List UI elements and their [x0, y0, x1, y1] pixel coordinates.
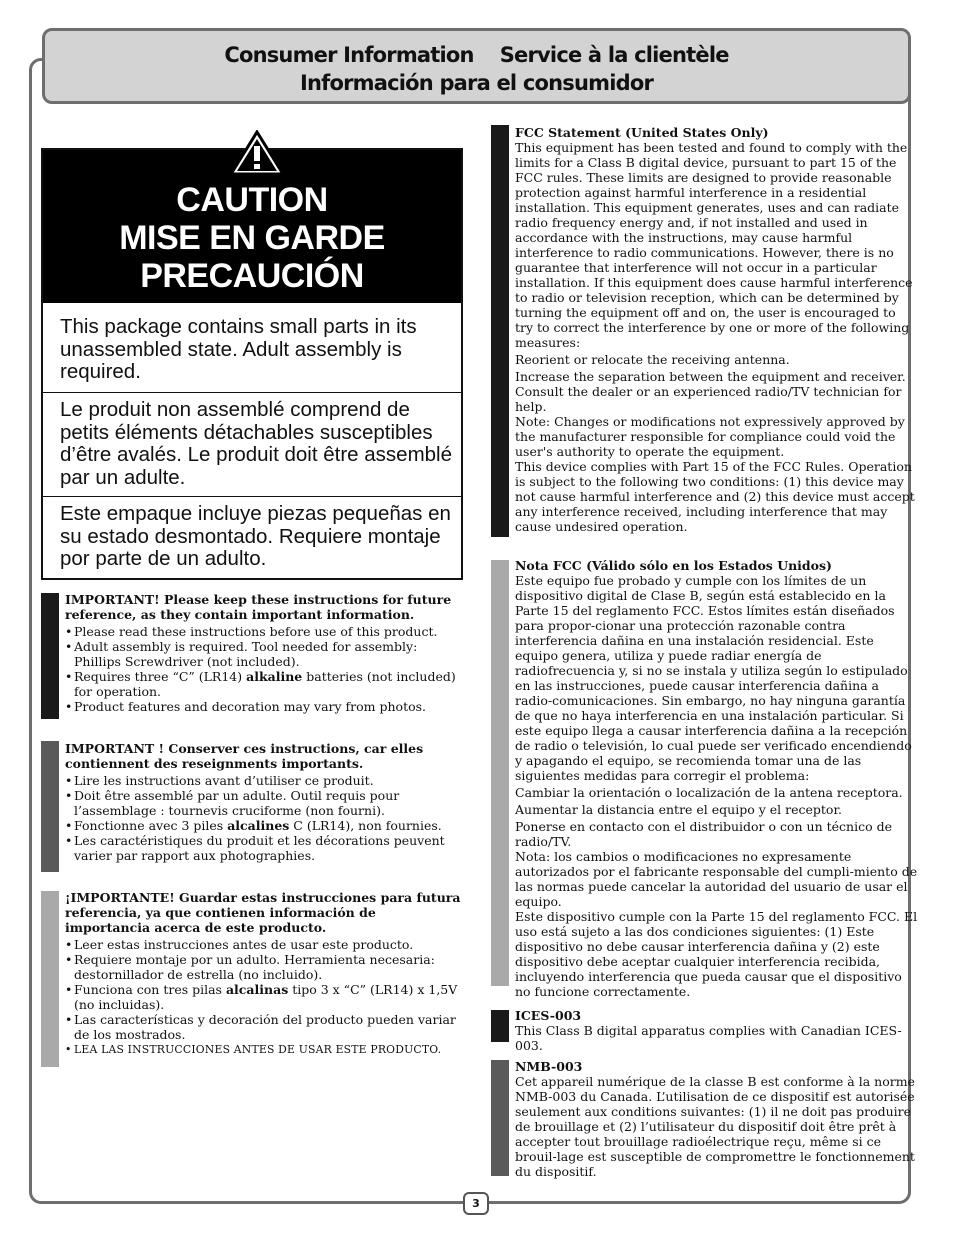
- header-service-clientele: Service à la clientèle: [499, 43, 729, 67]
- list-item: • Las características y decoración del producto pueden variar de los mostrados.: [65, 1012, 463, 1042]
- important-list-es: [65, 937, 463, 1057]
- header-line-2: Información para el consumidor: [299, 71, 654, 95]
- caution-header: [43, 150, 461, 303]
- list-item: • Lire les instructions avant d’utiliser ce produit.: [65, 773, 460, 788]
- important-section-en: [65, 592, 460, 714]
- section-bar-en: [41, 593, 59, 719]
- nmb-heading: NMB-003: [515, 1059, 583, 1074]
- page-number: 3: [463, 1192, 489, 1215]
- important-heading-fr: IMPORTANT ! Conserver ces instructions, car elles contiennent des reseignments importants.: [65, 741, 424, 771]
- fcc-heading-es: Nota FCC (Válido sólo en los Estados Unidos): [515, 558, 832, 573]
- caution-title-es: PRECAUCIÓN: [140, 257, 364, 295]
- caution-title: [43, 181, 461, 295]
- page-header: [42, 28, 911, 104]
- list-item: • Les caractéristiques du produit et les décorations peuvent varier par rapport aux photographies.: [65, 833, 460, 863]
- fcc-paragraph: Ponerse en contacto con el distribuidor o con un técnico de radio/TV.: [515, 819, 892, 849]
- list-item: • Product features and decoration may vary from photos.: [65, 699, 460, 714]
- fcc-paragraph: Este dispositivo cumple con la Parte 15 del reglamento FCC. El uso está sujeto a las dos condiciones siguientes: (1) Este dispositivo no debe causar interferencia dañina y (2) este dispositivo debe aceptar cualquier interferencia recibida, incluyendo interferencia que pueda causar que el dispositivo no funcione correctamente.: [515, 909, 918, 999]
- ices-section: [515, 1008, 919, 1053]
- fcc-paragraph: Increase the separation between the equipment and receiver.: [515, 369, 906, 384]
- list-item: • Fonctionne avec 3 piles alcalines C (LR14), non fournies.: [65, 818, 460, 833]
- header-consumer-info: Consumer Information: [224, 43, 474, 67]
- fcc-heading-en: FCC Statement (United States Only): [515, 125, 769, 140]
- fcc-paragraph: This device complies with Part 15 of the FCC Rules. Operation is subject to the following two conditions: (1) this device may not cause harmful interference and (2) this device must accept any interference received, including interference that may cause undesired operation.: [515, 459, 915, 534]
- ices-heading: ICES-003: [515, 1008, 582, 1023]
- header-line-1: [45, 43, 908, 67]
- fcc-paragraph: Consult the dealer or an experienced radio/TV technician for help.: [515, 384, 902, 414]
- important-section-es: [65, 890, 463, 1057]
- caution-title-en: CAUTION: [176, 181, 328, 219]
- nmb-section: [515, 1059, 921, 1179]
- caution-box: [41, 148, 463, 580]
- fcc-section-en: [515, 125, 917, 534]
- important-heading-es: ¡IMPORTANTE! Guardar estas instrucciones para futura referencia, ya que contienen información de importancia acerca de este producto.: [65, 890, 461, 935]
- list-item: • Doit être assemblé par un adulte. Outil requis pour l’assemblage : tournevis cruciforme (non fourni).: [65, 788, 460, 818]
- section-bar-fr: [41, 741, 59, 872]
- warning-triangle-icon: [229, 130, 285, 176]
- nmb-text: Cet appareil numérique de la classe B est conforme à la norme NMB-003 du Canada. L’utilisation de ce dispositif est autorisée seulement aux conditions suivantes: (1) il ne doit pas produire de brouillage et (2) l’utilisateur du dispositif doit être prêt à accepter tout brouillage radioélectrique reçu, même si ce brouil-lage est susceptible de compromettre le fonctionnement du dispositif.: [515, 1074, 915, 1179]
- fcc-paragraph: Reorient or relocate the receiving antenna.: [515, 352, 790, 367]
- list-item: • Funciona con tres pilas alcalinas tipo 3 x “C” (LR14) x 1,5V (no incluidas).: [65, 982, 463, 1012]
- list-item: • Adult assembly is required. Tool needed for assembly: Phillips Screwdriver (not included).: [65, 639, 460, 669]
- important-section-fr: [65, 741, 460, 863]
- list-item: • LEA LAS INSTRUCCIONES ANTES DE USAR ESTE PRODUCTO.: [65, 1042, 463, 1057]
- fcc-paragraph: Cambiar la orientación o localización de la antena receptora.: [515, 785, 903, 800]
- important-heading-en: IMPORTANT! Please keep these instructions for future reference, as they contain important information.: [65, 592, 452, 622]
- fcc-section-es: [515, 558, 919, 999]
- list-item: • Requires three “C” (LR14) alkaline batteries (not included) for operation.: [65, 669, 460, 699]
- fcc-paragraph: Note: Changes or modifications not expressively approved by the manufacturer responsible for compliance could void the user's authority to operate the equipment.: [515, 414, 905, 459]
- list-item: • Leer estas instrucciones antes de usar este producto.: [65, 937, 463, 952]
- section-bar-fcc-es: [491, 560, 509, 986]
- list-item: • Please read these instructions before use of this product.: [65, 624, 460, 639]
- section-bar-es: [41, 891, 59, 1067]
- ices-text: This Class B digital apparatus complies with Canadian ICES-003.: [515, 1023, 902, 1053]
- section-bar-nmb: [491, 1060, 509, 1176]
- section-bar-ices: [491, 1010, 509, 1042]
- caution-text-en: This package contains small parts in its unassembled state. Adult assembly is required.: [60, 315, 417, 383]
- section-bar-fcc-en: [491, 125, 509, 537]
- caution-text-es: Este empaque incluye piezas pequeñas en su estado desmontado. Requiere montaje por parte de un adulto.: [43, 496, 461, 580]
- important-list-fr: [65, 773, 460, 863]
- fcc-paragraph: Nota: los cambios o modificaciones no expresamente autorizados por el fabricante responsable del cumpli-miento de las normas puede cancelar la autoridad del usuario de usar el equipo.: [515, 849, 918, 909]
- fcc-paragraph: Este equipo fue probado y cumple con los límites de un dispositivo digital de Clase B, según está establecido en la Parte 15 del reglamento FCC. Estos límites están diseñados para propor-cionar una protección razonable contra interferencia dañina en una instalación residencial. Este equipo genera, utiliza y puede radiar energía de radiofrecuencia y, si no se instala y utiliza según lo estipulado en las instrucciones, puede causar interferencia dañina a radio-comunicaciones. Sin embargo, no hay ninguna garantía de que no haya interferencia en una instalación particular. Si este equipo llega a causar interferencia dañina a la recepción de radio o televisión, lo cual puede ser verificado encendiendo y apagando el equipo, se recomienda tomar una de las siguientes medidas para corregir el problema:: [515, 573, 912, 783]
- list-item: • Requiere montaje por un adulto. Herramienta necesaria: destornillador de estrella (no incluido).: [65, 952, 463, 982]
- important-list-en: [65, 624, 460, 714]
- fcc-paragraph: This equipment has been tested and found to comply with the limits for a Class B digital device, pursuant to part 15 of the FCC rules. These limits are designed to provide reasonable protection against harmful interference in a residential installation. This equipment generates, uses and can radiate radio frequency energy and, if not installed and used in accordance with the instructions, may cause harmful interference to radio communications. However, there is no guarantee that interference will not occur in a particular installation. If this equipment does cause harmful interference to radio or television reception, which can be determined by turning the equipment off and on, the user is encouraged to try to correct the interference by one or more of the following measures:: [515, 140, 913, 350]
- caution-text-fr: Le produit non assemblé comprend de petits éléments détachables susceptibles d’être avalés. Le produit doit être assemblé par un adulte.: [43, 392, 461, 496]
- caution-title-fr: MISE EN GARDE: [119, 219, 385, 257]
- fcc-paragraph: Aumentar la distancia entre el equipo y el receptor.: [515, 802, 843, 817]
